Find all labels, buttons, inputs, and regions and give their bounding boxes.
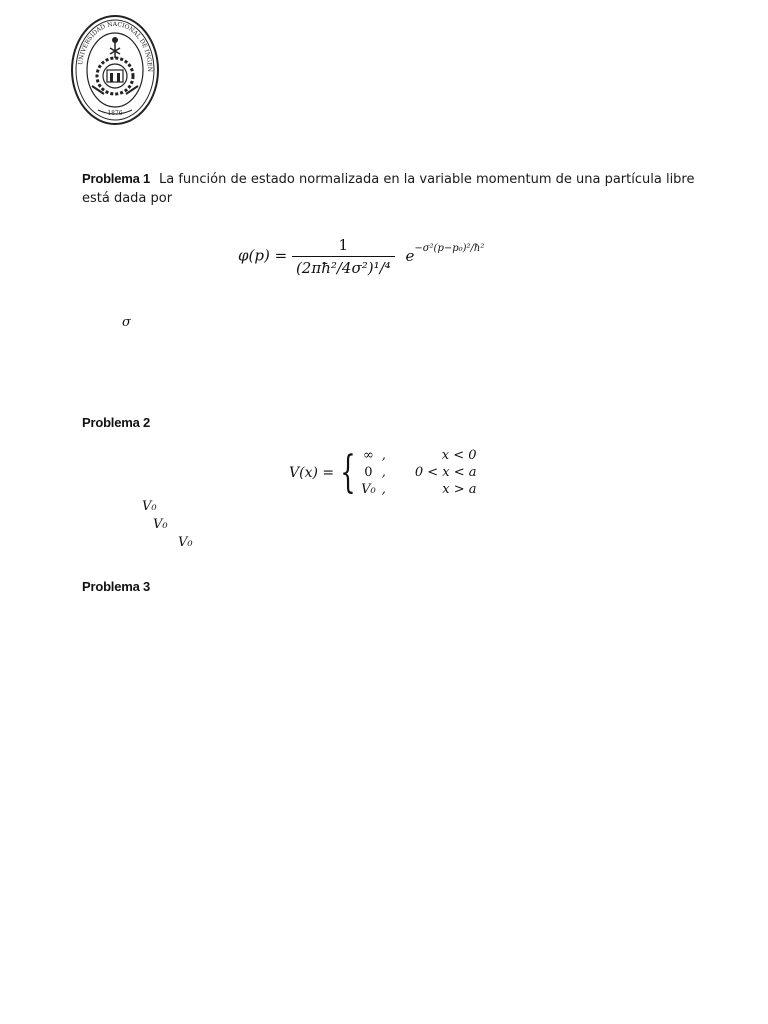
- left-brace: {: [340, 446, 356, 498]
- problem-1-text-line2: está dada por: [82, 191, 173, 206]
- v0-symbol: V₀: [178, 535, 193, 550]
- equation-lhs: φ(p) =: [238, 246, 288, 265]
- problem-3-label: Problema 3: [82, 579, 151, 594]
- potential-cases: [358, 447, 479, 498]
- equation-fraction: [292, 236, 395, 277]
- case-row: ∞ , x < 0: [363, 448, 477, 463]
- equation-exp-base: e: [405, 246, 415, 265]
- problem-1-label: Problema 1: [82, 171, 151, 186]
- potential-piecewise-equation: [289, 447, 480, 498]
- potential-lhs: V(x) =: [289, 464, 335, 481]
- problem-1-text-line1: La función de estado normalizada en la variable momentum de una partícula libre: [158, 172, 695, 187]
- case-row: V₀ , x > a: [361, 482, 477, 497]
- svg-text:1876: 1876: [107, 110, 123, 117]
- svg-text:UNIVERSIDAD NACIONAL DE INGENI: UNIVERSIDAD NACIONAL DE INGEN: [77, 20, 154, 73]
- university-seal-logo: [70, 14, 160, 126]
- sigma-symbol: σ: [122, 315, 131, 330]
- v0-symbol: V₀: [142, 499, 157, 514]
- equation-exponent: −σ²(p−p₀)²/ħ²: [414, 242, 485, 254]
- problem-1-statement: [82, 170, 702, 206]
- equation-numerator: 1: [338, 236, 349, 254]
- equation-denominator: (2πħ²/4σ²)¹/⁴: [292, 256, 395, 277]
- case-row: 0 , 0 < x < a: [364, 465, 477, 480]
- problem-2-label: Problema 2: [82, 415, 151, 430]
- momentum-wavefunction-equation: [238, 236, 484, 277]
- v0-symbol: V₀: [153, 517, 168, 532]
